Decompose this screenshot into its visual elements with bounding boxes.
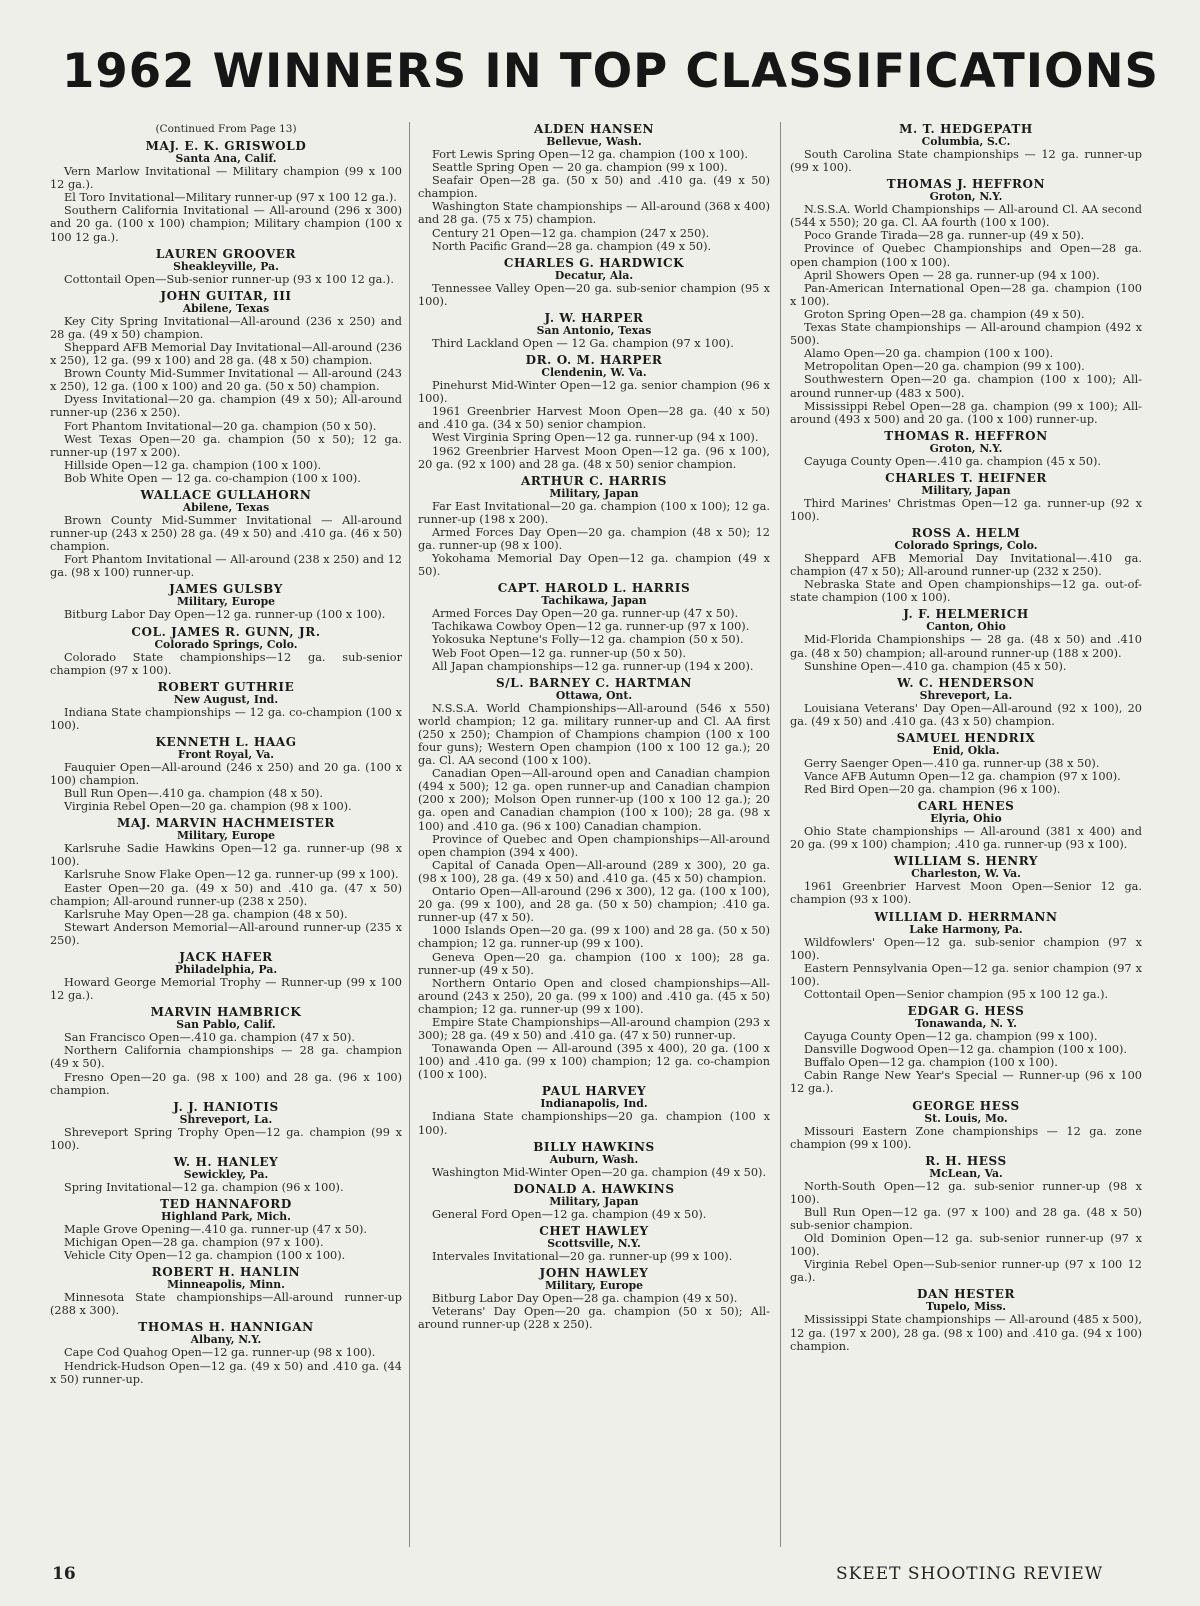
winner-location: Lake Harmony, Pa. (909, 922, 1023, 936)
result-line: Fort Phantom Invitational — All-around (238 x 250) and 12 ga. (98 x 100) runner-up. (50, 553, 402, 580)
result-line: 1962 Greenbrier Harvest Moon Open—12 ga. (96 x 100), 20 ga. (92 x 100) and 28 ga. (48 x 50) senior champion. (418, 444, 770, 471)
result-line: Intervales Invitational—20 ga. runner-up (99 x 100). (432, 1249, 733, 1263)
winner-location: Abilene, Texas (182, 500, 270, 514)
result-line: West Texas Open—20 ga. champion (50 x 50); 12 ga. runner-up (197 x 200). (50, 432, 402, 459)
result-line: Bull Run Open—.410 ga. champion (48 x 50). (64, 787, 323, 801)
winner-location: Military, Japan (549, 486, 639, 500)
winner-location: Sewickley, Pa. (183, 1167, 269, 1181)
winner-location: New August, Ind. (173, 692, 279, 706)
winner-name: M. T. HEDGEPATH (899, 123, 1033, 136)
winner-entry (50, 248, 402, 286)
winner-entry (418, 1141, 770, 1179)
result-line: Geneva Open—20 ga. champion (100 x 100); 28 ga. runner-up (49 x 50). (418, 950, 770, 977)
result-line: Old Dominion Open—12 ga. sub-senior runner-up (97 x 100). (790, 1232, 1142, 1259)
winner-location: Groton, N.Y. (929, 441, 1003, 455)
winner-name: CAPT. HAROLD L. HARRIS (497, 581, 691, 596)
result-line: Third Marines' Christmas Open—12 ga. runner-up (92 x 100). (790, 496, 1142, 523)
winner-name: W. H. HANLEY (173, 1154, 279, 1169)
result-line: Cabin Range New Year's Special — Runner-up (96 x 100 12 ga.). (790, 1069, 1142, 1096)
result-line: North Pacific Grand—28 ga. champion (49 x 50). (432, 239, 712, 253)
winner-entry (418, 677, 770, 1082)
winner-entry (418, 354, 770, 471)
result-line: Fresno Open—20 ga. (98 x 100) and 28 ga. (96 x 100) champion. (50, 1070, 402, 1097)
result-line: Pinehurst Mid-Winter Open—12 ga. senior champion (96 x 100). (418, 379, 770, 406)
result-line: Easter Open—20 ga. (49 x 50) and .410 ga. (47 x 50) champion; All-around runner-up (238 x 250). (50, 881, 402, 908)
winner-entry (50, 626, 402, 677)
result-line: Hendrick-Hudson Open—12 ga. (49 x 50) and .410 ga. (44 x 50) runner-up. (50, 1359, 402, 1386)
result-line: Armed Forces Day Open—20 ga. champion (48 x 50); 12 ga. runner-up (98 x 100). (418, 525, 770, 552)
winner-name: BILLY HAWKINS (533, 1139, 655, 1154)
result-line: Third Lackland Open — 12 Ga. champion (97 x 100). (432, 336, 734, 350)
result-line: Capital of Canada Open—All-around (289 x 300), 20 ga. (98 x 100), 28 ga. (49 x 50) and .410 ga. (45 x 50) champion. (418, 858, 770, 885)
result-line: Shreveport Spring Trophy Open—12 ga. champion (99 x 100). (50, 1125, 402, 1152)
winner-name: J. J. HANIOTIS (173, 1099, 279, 1114)
winner-entry (790, 430, 1142, 468)
result-line: South Carolina State championships — 12 ga. runner-up (99 x 100). (790, 148, 1142, 175)
winner-location: Military, Japan (921, 483, 1011, 497)
winner-name: COL. JAMES R. GUNN, JR. (131, 624, 321, 639)
result-line: Karlsruhe May Open—28 ga. champion (48 x 50). (64, 907, 348, 921)
result-line: Mississippi Rebel Open—28 ga. champion (99 x 100); All-around (493 x 500) and 20 ga. (100 x 100) runner-up. (790, 399, 1142, 426)
result-line: Washington Mid-Winter Open—20 ga. champion (49 x 50). (432, 1165, 767, 1179)
winner-entry (418, 123, 770, 253)
result-line: Metropolitan Open—20 ga. champion (99 x 100). (804, 360, 1085, 374)
result-line: Groton Spring Open—28 ga. champion (49 x 50). (804, 307, 1085, 321)
winner-location: Canton, Ohio (926, 620, 1006, 634)
result-line: Karlsruhe Snow Flake Open—12 ga. runner-up (99 x 100). (64, 868, 399, 882)
winner-name: WALLACE GULLAHORN (140, 487, 312, 502)
result-line: Bitburg Labor Day Open—28 ga. champion (49 x 50). (432, 1291, 738, 1305)
result-line: Province of Quebec and Open championships—All-around open champion (394 x 400). (418, 832, 770, 859)
winner-name: W. C. HENDERSON (897, 675, 1035, 690)
winner-entry (50, 681, 402, 732)
winner-location: Enid, Okla. (932, 743, 1000, 757)
result-line: General Ford Open—12 ga. champion (49 x 50). (432, 1207, 707, 1221)
winner-location: Military, Europe (544, 1278, 644, 1292)
winner-name: CHARLES T. HEIFNER (885, 470, 1047, 485)
result-line: Veterans' Day Open—20 ga. champion (50 x 50); All-around runner-up (228 x 250). (418, 1305, 770, 1332)
result-line: 1961 Greenbrier Harvest Moon Open—28 ga. (40 x 50) and .410 ga. (34 x 50) senior champion. (418, 405, 770, 432)
winner-entry (50, 1101, 402, 1152)
result-line: Key City Spring Invitational—All-around (236 x 250) and 28 ga. (49 x 50) champion. (50, 314, 402, 341)
winner-name: TED HANNAFORD (160, 1196, 292, 1211)
result-line: Cottontail Open—Sub-senior runner-up (93 x 100 12 ga.). (64, 272, 394, 286)
winner-entry (50, 140, 402, 244)
result-line: Nebraska State and Open championships—12 ga. out-of-state champion (100 x 100). (790, 578, 1142, 605)
winner-entry (790, 472, 1142, 523)
winner-name: MAJ. E. K. GRISWOLD (145, 139, 307, 154)
continued-note: (Continued From Page 13) (155, 123, 297, 135)
winner-location: Minneapolis, Minn. (167, 1278, 285, 1292)
winner-entry (790, 1288, 1142, 1352)
winner-entry (790, 855, 1142, 906)
result-line: Indiana State championships—20 ga. champion (100 x 100). (418, 1110, 770, 1137)
winner-name: DR. O. M. HARPER (525, 353, 663, 368)
winner-location: Ottawa, Ont. (555, 688, 633, 702)
result-line: Fauquier Open—All-around (246 x 250) and 20 ga. (100 x 100) champion. (50, 760, 402, 787)
result-line: Southern California Invitational — All-around (296 x 300) and 20 ga. (100 x 100) champion; Military champion (100 x 100 12 ga.). (50, 204, 402, 244)
winner-entry (790, 608, 1142, 672)
winner-location: Elyria, Ohio (930, 812, 1002, 826)
result-line: Cape Cod Quahog Open—12 ga. runner-up (98 x 100). (64, 1346, 376, 1360)
winner-location: Military, Europe (176, 595, 276, 609)
result-line: Missouri Eastern Zone championships — 12 ga. zone champion (99 x 100). (790, 1124, 1142, 1151)
result-line: Buffalo Open—12 ga. champion (100 x 100). (804, 1056, 1058, 1070)
result-line: Cayuga County Open—.410 ga. champion (45 x 50). (804, 454, 1102, 468)
winner-entry (418, 1225, 770, 1263)
winner-entry (418, 1267, 770, 1331)
winner-entry (790, 1155, 1142, 1285)
result-line: Howard George Memorial Trophy — Runner-up (99 x 100 12 ga.). (50, 976, 402, 1003)
result-line: Alamo Open—20 ga. champion (100 x 100). (804, 347, 1054, 361)
result-line: Web Foot Open—12 ga. runner-up (50 x 50). (432, 646, 686, 660)
winner-entry (790, 1005, 1142, 1095)
winner-entry (790, 677, 1142, 728)
result-line: Michigan Open—28 ga. champion (97 x 100). (64, 1236, 324, 1250)
result-line: Eastern Pennsylvania Open—12 ga. senior champion (97 x 100). (790, 961, 1142, 988)
winner-name: JOHN GUITAR, III (160, 288, 292, 303)
page-title: 1962 WINNERS IN TOP CLASSIFICATIONS (62, 44, 1160, 99)
result-line: Poco Grande Tirada—28 ga. runner-up (49 x 50). (804, 229, 1085, 243)
winner-entry (50, 1006, 402, 1096)
winner-location: Bellevue, Wash. (546, 135, 642, 148)
result-line: Indiana State championships — 12 ga. co-champion (100 x 100). (50, 705, 402, 732)
winner-location: Tupelo, Miss. (925, 1300, 1007, 1314)
winner-location: Highland Park, Mich. (161, 1209, 291, 1223)
winner-location: Decatur, Ala. (554, 268, 634, 282)
result-line: Bull Run Open—12 ga. (97 x 100) and 28 ga. (48 x 50) sub-senior champion. (790, 1205, 1142, 1232)
result-line: Yokohama Memorial Day Open—12 ga. champion (49 x 50). (418, 552, 770, 579)
result-line: 1000 Islands Open—20 ga. (99 x 100) and 28 ga. (50 x 50) champion; 12 ga. runner-up (99 x 100). (418, 924, 770, 951)
result-line: Mid-Florida Championships — 28 ga. (48 x 50) and .410 ga. (48 x 50) champion; all-around runner-up (188 x 200). (790, 633, 1142, 660)
winner-location: Albany, N.Y. (190, 1333, 262, 1347)
result-line: Brown County Mid-Summer Invitational — All-around runner-up (243 x 250) 28 ga. (49 x 50) and .410 ga. (46 x 50) champion. (50, 513, 402, 554)
result-line: Colorado State championships—12 ga. sub-senior champion (97 x 100). (50, 650, 402, 677)
result-line: Cottontail Open—Senior champion (95 x 100 12 ga.). (804, 987, 1109, 1001)
winner-location: Abilene, Texas (182, 301, 270, 315)
result-line: Armed Forces Day Open—20 ga. runner-up (47 x 50). (432, 607, 739, 621)
winner-name: J. W. HARPER (544, 310, 644, 325)
result-line: Texas State championships — All-around champion (492 x 500). (790, 321, 1142, 348)
winner-entry (50, 1321, 402, 1385)
result-line: Pan-American International Open—28 ga. champion (100 x 100). (790, 281, 1142, 308)
result-line: Yokosuka Neptune's Folly—12 ga. champion (50 x 50). (432, 633, 744, 647)
winner-entry (418, 475, 770, 579)
result-line: Dyess Invitational—20 ga. champion (49 x 50); All-around runner-up (236 x 250). (50, 393, 402, 420)
winner-entry (50, 489, 402, 579)
result-line: Sheppard AFB Memorial Day Invitational—.410 ga. champion (47 x 50); All-around runner-up (232 x 250). (790, 552, 1142, 579)
result-line: Washington State championships — All-around (368 x 400) and 28 ga. (75 x 75) champion. (418, 200, 770, 227)
result-line: All Japan championships—12 ga. runner-up (194 x 200). (432, 659, 754, 673)
winner-name: ROSS A. HELM (911, 526, 1021, 541)
result-line: Tonawanda Open — All-around (395 x 400), 20 ga. (100 x 100) and .410 ga. (99 x 100) champion; 12 ga. co-champion (100 x 100). (418, 1042, 770, 1082)
winner-name: ROBERT H. HANLIN (151, 1265, 301, 1280)
winner-name: R. H. HESS (925, 1153, 1007, 1168)
result-line: Wildfowlers' Open—12 ga. sub-senior champion (97 x 100). (790, 935, 1142, 962)
winner-name: THOMAS J. HEFFRON (886, 177, 1046, 192)
winner-name: DONALD A. HAWKINS (513, 1181, 675, 1196)
result-line: Vehicle City Open—12 ga. champion (100 x 100). (64, 1249, 346, 1263)
winner-location: Clendenin, W. Va. (541, 366, 647, 380)
result-line: West Virginia Spring Open—12 ga. runner-up (94 x 100). (432, 431, 759, 445)
winner-entry (50, 951, 402, 1002)
winner-name: ARTHUR C. HARRIS (520, 473, 668, 488)
winner-entry (50, 1156, 402, 1194)
winner-entry (418, 257, 770, 308)
winner-location: Colorado Springs, Colo. (894, 539, 1038, 553)
winner-entry (790, 1100, 1142, 1151)
result-line: Maple Grove Opening—.410 ga. runner-up (47 x 50). (64, 1222, 368, 1236)
column-divider (409, 122, 410, 1547)
winner-entry (50, 736, 402, 813)
result-line: Northern California championships — 28 ga. champion (49 x 50). (50, 1044, 402, 1071)
result-line: Canadian Open—All-around open and Canadian champion (494 x 500); 12 ga. open runner-up and Canadian champion (200 x 200); Molson Open runner-up (100 x 100 12 ga.); 20 ga. open and Canadian champion (100 x 100); 28 ga. (98 x 100) and .410 ga. (96 x 100) Canadian champion. (418, 767, 770, 833)
winner-entry (790, 527, 1142, 604)
winner-name: J. F. HELMERICH (903, 607, 1029, 622)
winner-name: SAMUEL HENDRIX (896, 730, 1036, 745)
column-1 (50, 123, 402, 1543)
result-line: Sheppard AFB Memorial Day Invitational—All-around (236 x 250), 12 ga. (99 x 100) and 28 ga. (48 x 50) champion. (50, 340, 402, 368)
result-line: Far East Invitational—20 ga. champion (100 x 100); 12 ga. runner-up (198 x 200). (418, 499, 770, 526)
winner-name: JOHN HAWLEY (539, 1265, 649, 1280)
winner-location: San Pablo, Calif. (176, 1018, 276, 1032)
winner-entry (50, 1266, 402, 1317)
winner-entry (418, 582, 770, 672)
result-line: Southwestern Open—20 ga. champion (100 x 100); All-around runner-up (483 x 500). (790, 373, 1142, 400)
result-line: Fort Lewis Spring Open—12 ga. champion (100 x 100). (432, 148, 749, 161)
result-line: N.S.S.A. World Championships — All-around Cl. AA second (544 x 550); 20 ga. Cl. AA fourth (100 x 100). (790, 203, 1142, 230)
result-line: Virginia Rebel Open—Sub-senior runner-up (97 x 100 12 ga.). (790, 1258, 1142, 1285)
winner-name: LAUREN GROOVER (155, 246, 297, 261)
result-line: Karlsruhe Sadie Hawkins Open—12 ga. runner-up (98 x 100). (50, 842, 402, 869)
result-line: 1961 Greenbrier Harvest Moon Open—Senior 12 ga. champion (93 x 100). (790, 880, 1142, 907)
winner-location: Military, Europe (176, 829, 276, 843)
result-line: Virginia Rebel Open—20 ga. champion (98 x 100). (64, 800, 352, 814)
result-line: El Toro Invitational—Military runner-up (97 x 100 12 ga.). (64, 191, 397, 205)
result-line: Century 21 Open—12 ga. champion (247 x 250). (432, 226, 710, 240)
result-line: Vern Marlow Invitational — Military champion (99 x 100 12 ga.). (50, 165, 402, 192)
winner-location: Shreveport, La. (179, 1112, 273, 1126)
winner-location: Scottsville, N.Y. (547, 1236, 641, 1250)
winner-name: JAMES GULSBY (169, 582, 283, 597)
result-line: Hillside Open—12 ga. champion (100 x 100). (64, 458, 322, 472)
result-line: Gerry Saenger Open—.410 ga. runner-up (38 x 50). (804, 756, 1100, 770)
winner-location: St. Louis, Mo. (924, 1111, 1008, 1125)
result-line: Spring Invitational—12 ga. champion (96 x 100). (64, 1180, 344, 1194)
result-line: Northern Ontario Open and closed championships—All-around (243 x 250), 20 ga. (99 x 100) and .410 ga. (45 x 50) champion; 12 ga. runner-up (99 x 100). (418, 976, 770, 1016)
result-line: Brown County Mid-Summer Invitational — All-around (243 x 250), 12 ga. (100 x 100) and 20 ga. (50 x 50) champion. (50, 367, 402, 394)
winner-location: Shreveport, La. (919, 688, 1013, 702)
winner-name: PAUL HARVEY (541, 1084, 647, 1099)
winner-name: WILLIAM D. HERRMANN (874, 909, 1058, 924)
winner-entry (790, 123, 1142, 174)
result-line: Province of Quebec Championships and Open—28 ga. open champion (100 x 100). (790, 242, 1142, 269)
column-divider (780, 122, 781, 1547)
result-line: Red Bird Open—20 ga. champion (96 x 100). (804, 783, 1061, 797)
winner-entry (50, 817, 402, 947)
winner-location: Auburn, Wash. (549, 1152, 639, 1166)
column-2 (418, 123, 770, 1543)
result-line: Cayuga County Open—12 ga. champion (99 x 100). (804, 1030, 1098, 1044)
winner-name: CHARLES G. HARDWICK (503, 255, 685, 270)
result-line: North-South Open—12 ga. sub-senior runner-up (98 x 100). (790, 1179, 1142, 1206)
winner-entry (790, 178, 1142, 426)
result-line: Mississippi State championships — All-around (485 x 500), 12 ga. (197 x 200), 28 ga. (98 x 100) and .410 ga. (94 x 100) champion. (790, 1313, 1142, 1353)
winner-location: Tonawanda, N. Y. (915, 1017, 1017, 1031)
result-line: Tachikawa Cowboy Open—12 ga. runner-up (97 x 100). (432, 620, 750, 634)
result-line: Ohio State championships — All-around (381 x 400) and 20 ga. (99 x 100) champion; .410 ga. runner-up (93 x 100). (790, 825, 1142, 852)
winner-name: CARL HENES (917, 799, 1015, 814)
winner-location: Colorado Springs, Colo. (154, 637, 298, 651)
winner-entry (50, 290, 402, 485)
result-line: Ontario Open—All-around (296 x 300), 12 ga. (100 x 100), 20 ga. (99 x 100), and 28 ga. (50 x 50) champion; .410 ga. runner-up (47 x 50). (418, 885, 770, 925)
winner-name: ALDEN HANSEN (533, 123, 655, 136)
result-line: Sunshine Open—.410 ga. champion (45 x 50). (804, 659, 1067, 673)
result-line: April Showers Open — 28 ga. runner-up (94 x 100). (804, 268, 1100, 282)
winner-entry (418, 312, 770, 350)
result-line: Seafair Open—28 ga. (50 x 50) and .410 ga. (49 x 50) champion. (418, 174, 770, 201)
winner-name: JACK HAFER (179, 950, 273, 965)
result-line: Tennessee Valley Open—20 ga. sub-senior champion (95 x 100). (418, 281, 770, 308)
winner-name: MARVIN HAMBRICK (150, 1005, 302, 1020)
result-line: San Francisco Open—.410 ga. champion (47 x 50). (64, 1031, 355, 1045)
result-line: Bitburg Labor Day Open—12 ga. runner-up (100 x 100). (64, 608, 386, 622)
publication-name: SKEET SHOOTING REVIEW (836, 1564, 1104, 1584)
result-line: Empire State Championships—All-around champion (293 x 300); 28 ga. (49 x 50) and .410 ga. (47 x 50) runner-up. (418, 1015, 770, 1043)
winner-location: Tachikawa, Japan (541, 594, 647, 608)
winner-location: Indianapolis, Ind. (540, 1097, 648, 1111)
winner-name: EDGAR G. HESS (907, 1004, 1025, 1019)
winner-entry (790, 800, 1142, 851)
column-3 (790, 123, 1142, 1543)
winner-entry (50, 583, 402, 621)
winner-name: MAJ. MARVIN HACHMEISTER (117, 816, 335, 831)
winner-name: CHET HAWLEY (539, 1223, 649, 1238)
winner-location: San Antonio, Texas (536, 323, 652, 337)
winner-location: Sheakleyville, Pa. (173, 259, 279, 273)
result-line: Minnesota State championships—All-around runner-up (288 x 300). (50, 1291, 402, 1318)
winner-location: Charleston, W. Va. (911, 867, 1021, 881)
winner-location: Philadelphia, Pa. (174, 963, 278, 977)
result-line: Bob White Open — 12 ga. co-champion (100 x 100). (64, 471, 361, 485)
result-line: Seattle Spring Open — 20 ga. champion (99 x 100). (432, 161, 728, 175)
winner-entry (50, 1198, 402, 1262)
winner-name: DAN HESTER (916, 1287, 1016, 1302)
result-line: Louisiana Veterans' Day Open—All-around (92 x 100), 20 ga. (49 x 50) and .410 ga. (43 x 50) champion. (790, 701, 1142, 728)
winner-name: WILLIAM S. HENRY (893, 854, 1039, 869)
result-line: Vance AFB Autumn Open—12 ga. champion (97 x 100). (804, 770, 1121, 783)
result-line: Fort Phantom Invitational—20 ga. champion (50 x 50). (64, 419, 377, 433)
winner-entry (418, 1183, 770, 1221)
winner-name: THOMAS R. HEFFRON (884, 428, 1048, 443)
winner-name: ROBERT GUTHRIE (157, 679, 295, 694)
result-line: N.S.S.A. World Championships—All-around (546 x 550) world champion; 12 ga. military runner-up and Cl. AA first (250 x 250); Champion of Champions champion (100 x 100 four guns); Western Open champion (100 x 100 12 ga.); 20 ga. Cl. AA second (100 x 100). (418, 701, 770, 768)
winner-location: McLean, Va. (929, 1166, 1003, 1180)
result-line: Stewart Anderson Memorial—All-around runner-up (235 x 250). (50, 920, 402, 947)
winner-name: KENNETH L. HAAG (155, 734, 297, 749)
winner-location: Columbia, S.C. (921, 135, 1011, 148)
result-line: Dansville Dogwood Open—12 ga. champion (100 x 100). (804, 1043, 1128, 1057)
winner-entry (790, 732, 1142, 796)
winner-name: THOMAS H. HANNIGAN (138, 1320, 314, 1335)
winner-name: S/L. BARNEY C. HARTMAN (496, 675, 692, 690)
winner-entry (418, 1085, 770, 1136)
winner-location: Santa Ana, Calif. (175, 152, 277, 166)
winner-location: Military, Japan (549, 1194, 639, 1208)
winner-name: GEORGE HESS (912, 1098, 1020, 1113)
winner-location: Groton, N.Y. (929, 190, 1003, 204)
winner-entry (790, 911, 1142, 1001)
page-number: 16 (52, 1564, 76, 1584)
winner-location: Front Royal, Va. (177, 747, 275, 761)
